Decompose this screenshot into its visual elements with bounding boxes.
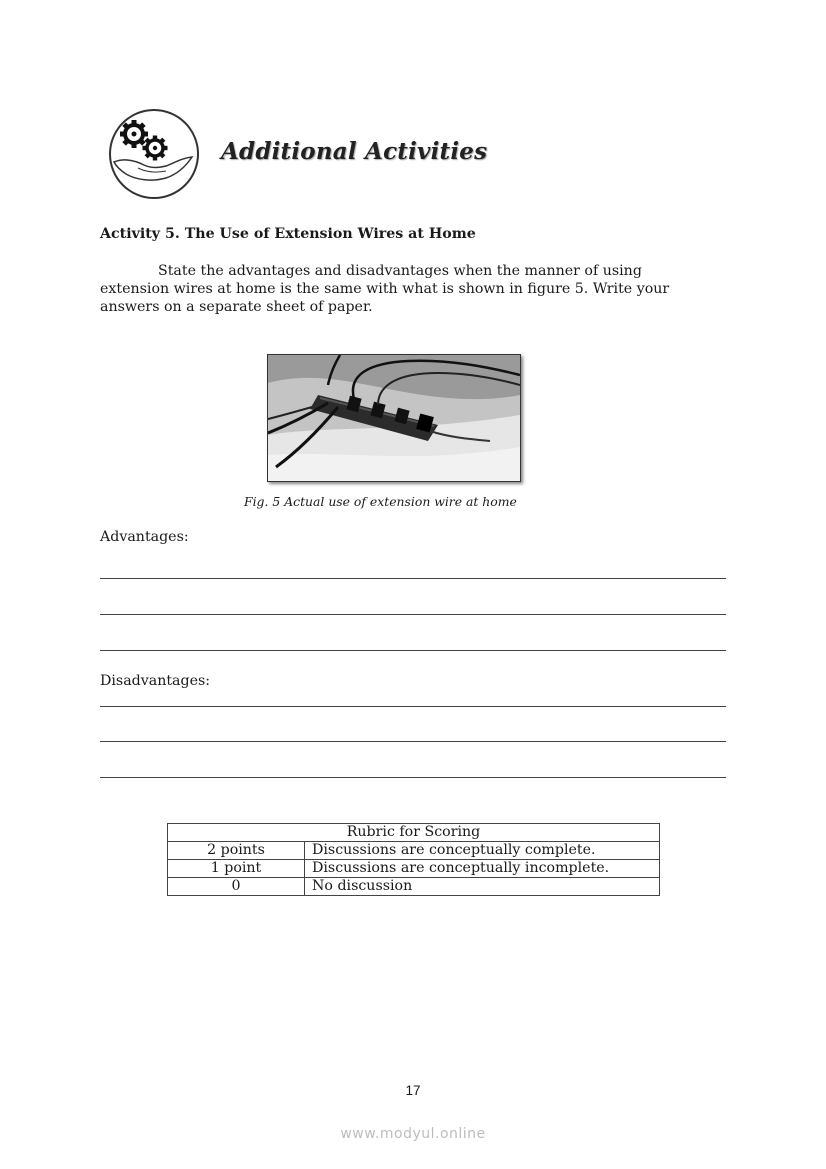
advantages-answer-line[interactable]	[100, 578, 726, 579]
rubric-table	[167, 823, 660, 896]
rubric-row	[168, 878, 660, 896]
page-number: 17	[405, 1083, 421, 1098]
advantages-answer-line[interactable]	[100, 614, 726, 615]
rubric-score: 1 point	[168, 860, 305, 878]
advantages-label: Advantages:	[100, 529, 189, 545]
watermark: www.modyul.online	[340, 1126, 486, 1142]
extension-wire-photo	[267, 354, 521, 482]
figure-caption: Fig. 5 Actual use of extension wire at home	[244, 494, 517, 509]
rubric-description: No discussion	[305, 878, 660, 896]
rubric-score: 0	[168, 878, 305, 896]
disadvantages-answer-line[interactable]	[100, 777, 726, 778]
rubric-row	[168, 860, 660, 878]
rubric-title-row	[168, 824, 660, 842]
disadvantages-answer-line[interactable]	[100, 706, 726, 707]
rubric-score: 2 points	[168, 842, 305, 860]
activity-heading: Activity 5. The Use of Extension Wires at Home	[100, 226, 476, 242]
rubric-description: Discussions are conceptually incomplete.	[305, 860, 660, 878]
section-title: Additional Activities	[221, 138, 488, 165]
rubric-description: Discussions are conceptually complete.	[305, 842, 660, 860]
rubric-row	[168, 842, 660, 860]
disadvantages-label: Disadvantages:	[100, 673, 211, 689]
gears-in-hand-icon	[108, 108, 200, 200]
activity-instructions: State the advantages and disadvantages when the manner of using extension wires at home is the same with what is shown in figure 5. Write your answers on a separate sheet of paper.	[100, 263, 670, 315]
rubric-title: Rubric for Scoring	[168, 824, 660, 842]
disadvantages-answer-line[interactable]	[100, 741, 726, 742]
advantages-answer-line[interactable]	[100, 650, 726, 651]
